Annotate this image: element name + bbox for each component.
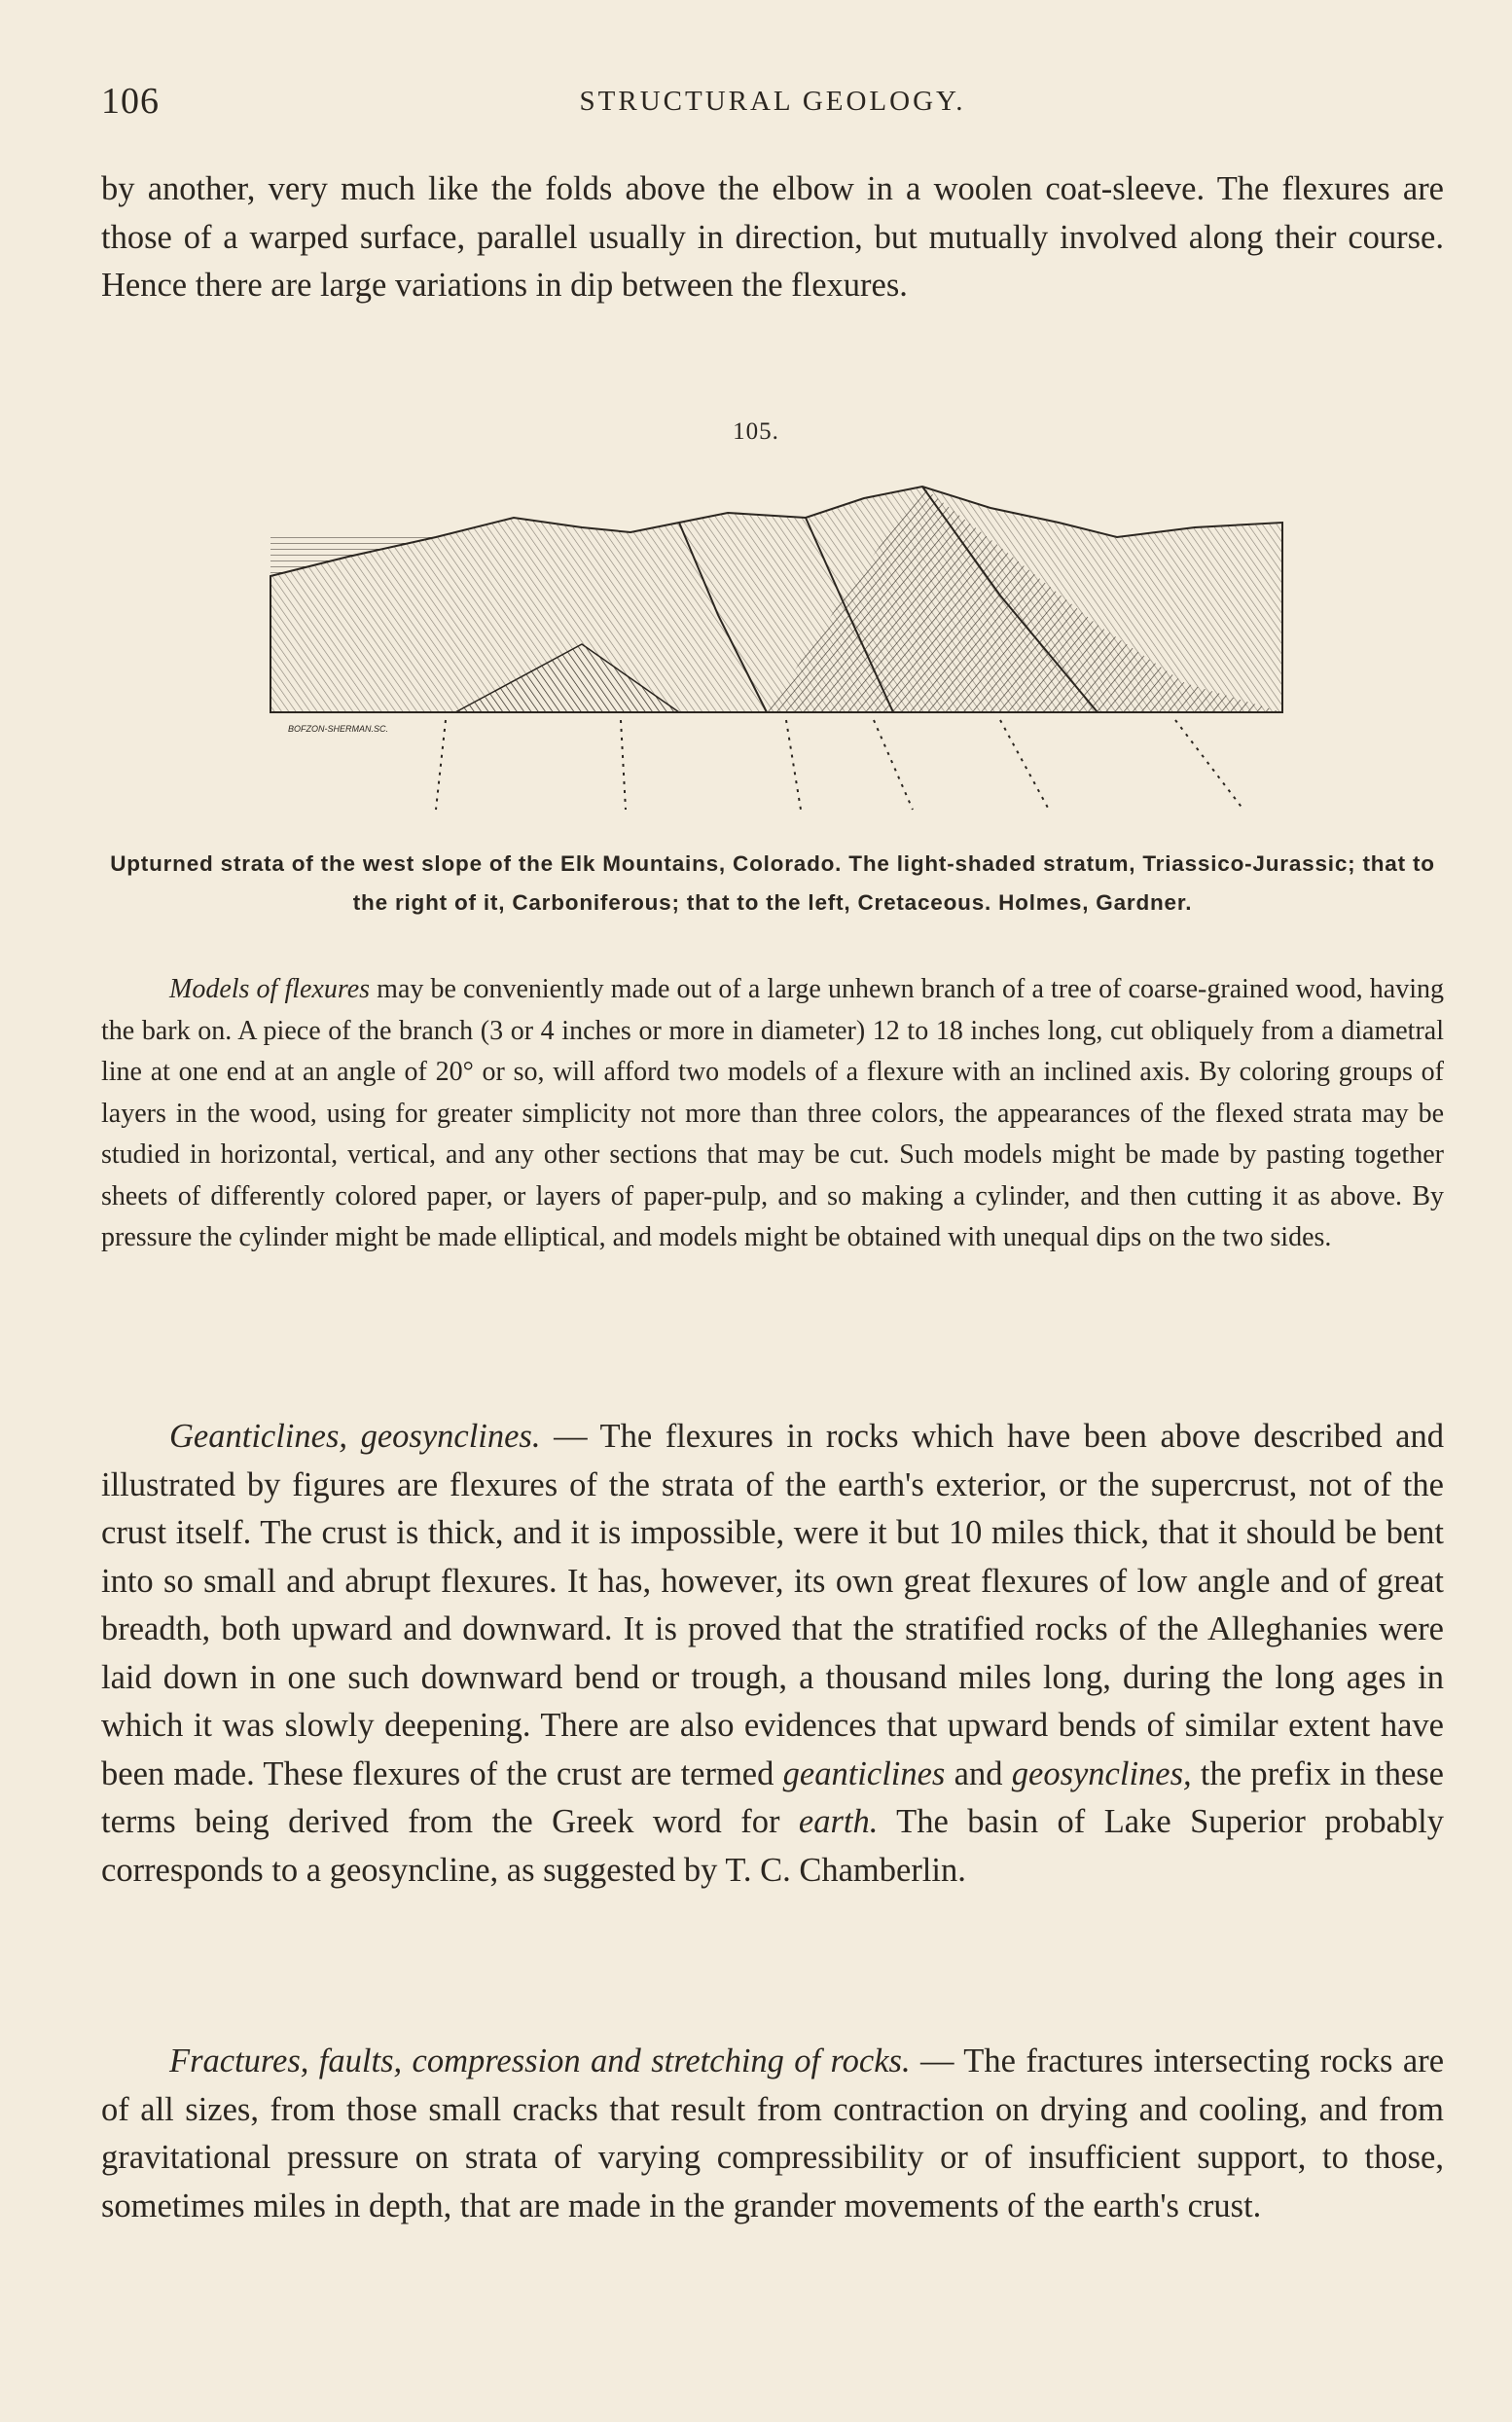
paragraph-text: the prefix in these terms being derived from the Greek word for	[101, 1754, 1444, 1840]
term-geosynclines: geosynclines,	[1011, 1754, 1192, 1792]
paragraph-text: and	[945, 1754, 1012, 1792]
term-geanticlines: geanticlines	[782, 1754, 946, 1792]
paragraph-geanticlines	[101, 1413, 1444, 1895]
page-header	[101, 80, 1444, 128]
dip-line	[874, 720, 913, 810]
paragraph-models-of-flexures	[101, 969, 1444, 1259]
dip-line	[1175, 720, 1243, 810]
dip-line	[436, 720, 446, 810]
paragraph-text: may be conveniently made out of a large unhewn branch of a tree of coarse-grained wood, having the bark on. A piece of the branch (3 or 4 inches or more in diameter) 12 to 18 inches long, cut obliquely from a diametral line at one end at an angle of 20° or so, will afford two models of a flexure with an inclined axis. By coloring groups of layers in the wood, using for greater simplicity not more than three colors, the appearances of the flexed strata may be studied in horizontal, vertical, and any other sections that may be cut. Such models might be made by pasting together sheets of differently colored paper, or layers of paper-pulp, and so making a cylinder, and then cutting it as above. By pressure the cylinder might be made elliptical, and models might be obtained with unequal dips on the two sides.	[101, 974, 1444, 1252]
run-in-heading: Geanticlines, geosynclines.	[169, 1418, 541, 1455]
paragraph-fractures	[101, 2038, 1444, 2230]
paragraph-text: — The flexures in rocks which have been above described and illustrated by figures are flexures of the strata of the earth's exterior, or the supercrust, not of the crust itself. The crust is thick, and it is impossible, were it but 10 miles thick, that it should be bent into so small and abrupt flexures. It has, however, its own great flexures of low angle and of great breadth, both upward and downward. It is proved that the stratified rocks of the Alleghanies were laid down in one such downward bend or trough, a thousand miles long, during the long ages in which it was slowly deepening. There are also evidences that upward bends of similar extent have been made. These flexures of the crust are termed	[101, 1418, 1444, 1792]
running-head: STRUCTURAL GEOLOGY.	[579, 86, 966, 117]
dip-line	[786, 720, 801, 810]
figure-number: 105.	[733, 418, 779, 445]
engraver-credit: BOFZON-SHERMAN.SC.	[288, 724, 389, 734]
dip-lines	[436, 720, 1243, 810]
dip-line	[621, 720, 626, 810]
page-number: 106	[101, 81, 160, 122]
dip-line	[1000, 720, 1049, 810]
figure-mountain-strata	[261, 479, 1292, 829]
paragraph-intro: by another, very much like the folds above the elbow in a woolen coat-sleeve. The flexures are those of a warped surface, parallel usually in direction, but mutually involved along their course. Hence there are large variations in dip between the flexures.	[101, 170, 1444, 304]
figure-caption: Upturned strata of the west slope of the Elk Mountains, Colorado. The light-shaded stratum, Triassico-Jurassic; that to the right of it, Carboniferous; that to the left, Cretaceous. Holmes, Gardner.	[110, 851, 1435, 915]
paragraph-text: The basin of Lake Superior probably corresponds to a geosyncline, as suggested by T. C. Chamberlin.	[101, 1803, 1444, 1889]
paragraph-text: — The fractures intersecting rocks are of all sizes, from those small cracks that result from contraction on drying and cooling, and from gravitational pressure on strata of varying compressibility or of insufficient support, to those, sometimes miles in depth, that are made in the grander movements of the earth's crust.	[101, 2042, 1445, 2224]
term-earth: earth.	[798, 1803, 879, 1840]
run-in-heading: Fractures, faults, compression and stretching of rocks.	[169, 2042, 911, 2079]
run-in-heading: Models of flexures	[169, 974, 371, 1004]
